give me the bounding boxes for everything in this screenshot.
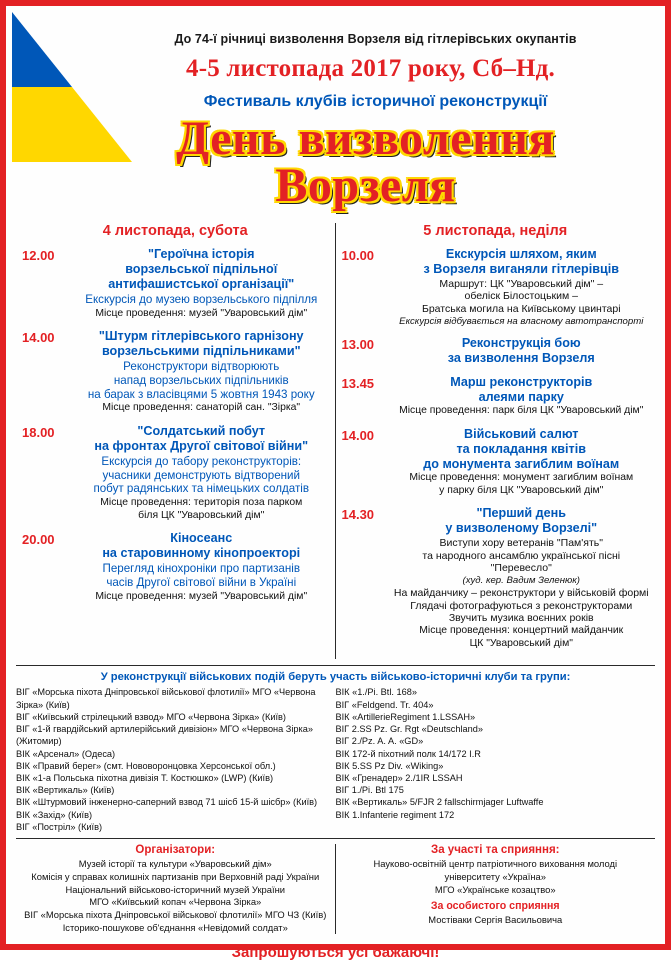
club-item: ВІК 1.Infanterie regiment 172	[335, 809, 455, 820]
anniversary-line: До 74-ї річниці визволення Ворзеля від гітлерівських окупантів	[174, 32, 577, 46]
club-item: ВІК «Арсенал» (Одеса)	[16, 748, 116, 759]
club-item: ВІГ «Морська піхота Дніпровської військової флотилії» МГО «Червона Зірка» (Київ)	[16, 687, 316, 710]
club-item: ВІГ «Feldgend. Tr. 404»	[335, 699, 434, 710]
club-item: ВІГ «1-й гвардійський артилерійський дивізіон» МГО «Червона Зірка» (Житомир)	[16, 724, 313, 747]
support-title: За участі та сприяння:	[431, 844, 560, 857]
event-time: 12.00	[22, 248, 55, 264]
club-item: ВІК «ArtillerieRegiment 1.LSSAH»	[335, 711, 476, 722]
organizer-item: МГО «Київський копач «Червона Зірка»	[89, 896, 262, 908]
event-route: Маршрут: ЦК "Уваровський дім" – обеліск Білостоцьким – Братська могила на Київському цвинтарі	[421, 277, 621, 315]
event-time: 14.00	[341, 427, 375, 443]
clubs-heading: У реконструкції військових подій беруть участь військово-історичні клуби та групи:	[100, 671, 571, 684]
event-place: Місце проведення: парк біля ЦК "Уваровський дім"	[399, 405, 644, 417]
event-body	[72, 329, 329, 415]
event-title: Кіносеанс на старовинному кінопроекторі	[102, 531, 301, 561]
closing-invitation: Запрошуються усі бажаючі!	[231, 944, 440, 961]
event-item	[342, 336, 650, 366]
event-place: Місце проведення: музей "Уваровський дім"	[95, 307, 308, 319]
event-body	[392, 375, 650, 418]
special-support-title: За особистого сприяння	[430, 900, 560, 913]
event-time: 14.30	[341, 507, 375, 523]
club-item: ВІК «1./Pi. Btl. 168»	[335, 687, 417, 698]
day-title-sunday: 5 листопада, неділя	[423, 223, 568, 240]
event-item	[22, 531, 329, 603]
organizer-item: Національний військово-історичний музей України	[65, 883, 285, 895]
club-item: ВІК «Вертикаль» 5/FJR 2 fallschirmjager Luftwaffe	[335, 797, 544, 808]
support-block	[336, 844, 656, 934]
event-time: 13.00	[341, 336, 375, 352]
event-description: Реконструктори відтворюють напад ворзельських підпільників на барак з власівцями 5 жовтня 1943 року	[87, 359, 315, 401]
clubs-column-left	[16, 686, 336, 833]
event-description: Виступи хору ветеранів "Пам'ять" та народного ансамблю української пісні "Перевесло"	[422, 537, 621, 574]
event-italic-note: Екскурсія відбувається на власному автотранспорті	[399, 315, 644, 327]
event-item	[342, 375, 650, 418]
club-item: ВІГ 1./Pi. Btl 175	[335, 785, 404, 796]
club-item: ВІК 5.SS Pz Div. «Wiking»	[335, 760, 444, 771]
club-item: ВІК «Захід» (Київ)	[16, 809, 93, 820]
event-place: Місце проведення: монумент загиблим воїнам у парку біля ЦК "Уваровський дім"	[409, 472, 634, 496]
support-item: МГО «Українське козацтво»	[434, 883, 556, 895]
event-title: "Штурм гітлерівського гарнізону ворзельськими підпільниками"	[98, 329, 304, 358]
schedule-columns	[6, 223, 665, 659]
day-column-saturday	[16, 223, 336, 659]
club-item: ВІК «Правий берег» (смт. Нововоронцовка Херсонської обл.)	[16, 760, 276, 771]
event-time: 14.00	[22, 330, 55, 346]
event-title: Екскурсія шляхом, яким з Ворзеля виганяли гітлерівців	[423, 247, 619, 276]
event-title: "Перший день у визволеному Ворзелі"	[445, 506, 598, 536]
event-item	[342, 506, 650, 650]
event-time: 18.00	[22, 424, 55, 440]
club-item: ВІГ «Київський стрілецький взвод» МГО «Червона Зірка» (Київ)	[16, 711, 286, 722]
event-extra-note: На майданчику – реконструктори у військовій формі Глядачі фотографуються з реконструкторами Звучить музика воєнних років	[393, 587, 649, 625]
clubs-section	[16, 665, 655, 833]
page-title	[6, 112, 665, 213]
event-item	[22, 247, 329, 320]
organizers-block	[16, 844, 336, 934]
poster-header	[6, 6, 665, 213]
organizer-item: Історико-пошукове об'єднання «Невідомий солдат»	[62, 921, 288, 933]
clubs-columns	[16, 686, 655, 833]
event-description: Перегляд кінохроніки про партизанів часів Другої світової війни в Україні	[102, 562, 300, 589]
club-item: ВІГ «Постріл» (Київ)	[16, 821, 103, 832]
event-place: Місце проведення: територія поза парком біля ЦК "Уваровський дім"	[100, 497, 303, 521]
support-item: Науково-освітній центр патріотичного виховання молоді	[373, 858, 618, 870]
event-place: Місце проведення: концертний майданчик ЦК "Уваровський дім"	[419, 625, 624, 649]
day-column-sunday	[336, 223, 656, 659]
event-title: "Солдатський побут на фронтах Другої світової війни"	[94, 423, 309, 453]
club-item: ВІК «Гренадер» 2./1IR LSSAH	[335, 773, 463, 784]
event-body	[392, 247, 650, 327]
event-place: Місце проведення: санаторій сан. "Зірка"	[102, 402, 301, 414]
clubs-column-right	[336, 686, 656, 833]
club-item: ВІГ 2.SS Pz. Gr. Rgt «Deutschland»	[335, 724, 483, 735]
event-body	[392, 336, 650, 366]
title-line-1: День визволення	[176, 112, 555, 165]
festival-subtitle: Фестиваль клубів історичної реконструкції	[203, 93, 548, 110]
organizers-title: Організатори:	[135, 844, 216, 857]
event-item	[342, 427, 650, 498]
event-description: Екскурсія до музею ворзельського підпілля	[85, 292, 318, 306]
support-item: університету «Україна»	[444, 870, 546, 882]
event-title: Військовий салют та покладання квітів до монумента загиблим воїнам	[423, 426, 620, 471]
special-support-item: Мостіваки Сергія Васильовича	[428, 914, 563, 926]
club-item: ВІК 172-й піхотний полк 14/172 I.R	[335, 748, 481, 759]
club-item: ВІГ 2./Pz. A. A. «GD»	[335, 736, 424, 747]
event-title: "Героїчна історія ворзельської підпільної антифашистської організації"	[108, 247, 295, 291]
event-time: 10.00	[341, 248, 375, 264]
day-title-saturday: 4 листопада, субота	[102, 223, 248, 240]
event-item	[22, 424, 329, 522]
event-date: 4-5 листопада 2017 року, Сб–Нд.	[186, 55, 555, 82]
event-body	[392, 427, 650, 498]
event-title: Реконструкція бою за визволення Ворзеля	[447, 335, 595, 365]
event-italic-note: (худ. кер. Вадим Зеленюк)	[462, 575, 580, 587]
event-time: 13.45	[341, 375, 375, 391]
event-body	[72, 424, 329, 522]
event-body	[392, 506, 650, 650]
club-item: ВІК «Штурмовий інженерно-саперний взвод 71 шісб 15-й шісбр» (Київ)	[16, 797, 318, 808]
organizer-item: Музей історії та культури «Уваровський дім»	[78, 858, 272, 870]
event-item	[342, 247, 650, 327]
event-time: 20.00	[22, 532, 55, 548]
event-title: Марш реконструкторів алеями парку	[450, 374, 593, 404]
club-item: ВІК «1-а Польська піхотна дивізія Т. Костюшко» (LWP) (Київ)	[16, 773, 274, 784]
club-item: ВІК «Вертикаль» (Київ)	[16, 785, 115, 796]
event-item	[22, 329, 329, 415]
organizer-item: ВІГ «Морська піхота Дніпровської військової флотилії» МГО ЧЗ (Київ)	[24, 908, 327, 920]
title-line-2: Ворзеля	[275, 159, 456, 213]
event-body	[72, 531, 329, 603]
event-description: Екскурсія до табору реконструкторів: учасники демонструють відтворений побут радянських та німецьких солдатів	[93, 454, 310, 496]
footer-section	[16, 838, 655, 934]
event-place: Місце проведення: музей "Уваровський дім"	[95, 590, 308, 602]
organizer-item: Комісія у справах колишніх партизанів при Верховній раді України	[31, 870, 320, 882]
event-body	[72, 247, 329, 320]
